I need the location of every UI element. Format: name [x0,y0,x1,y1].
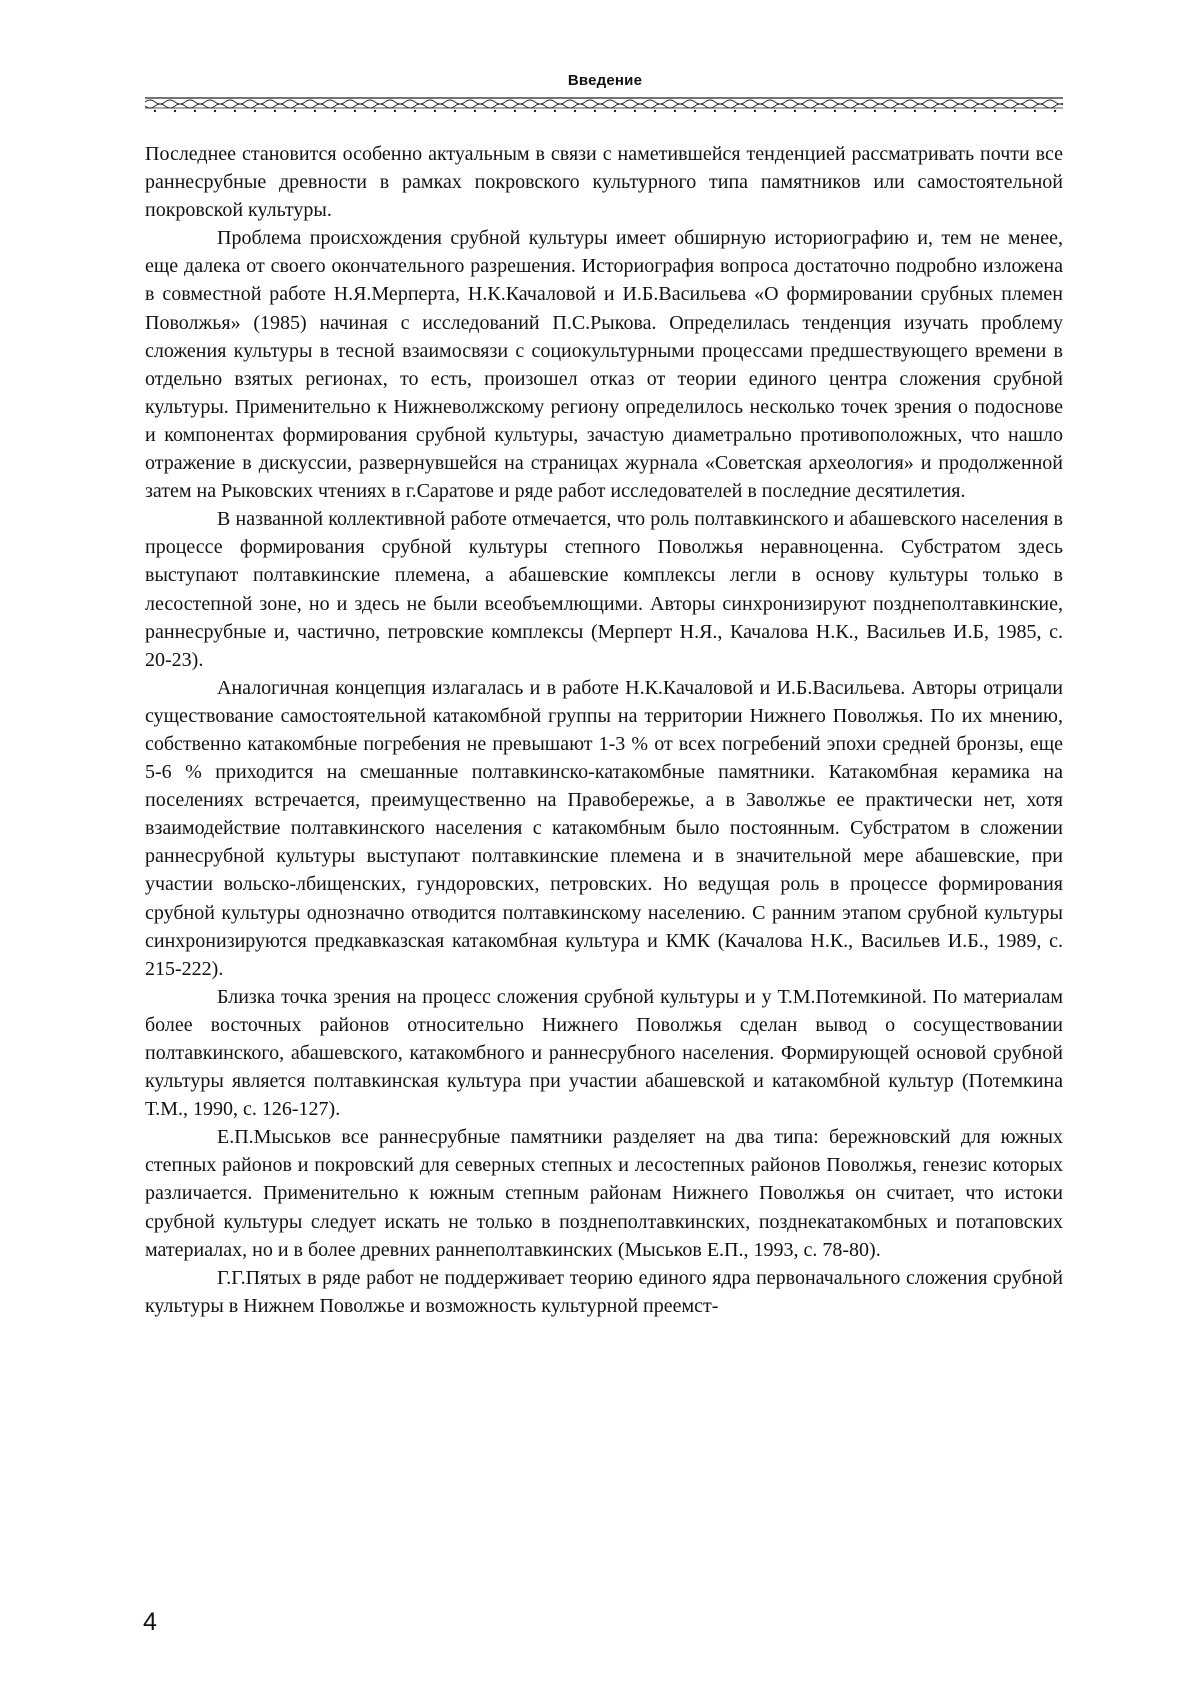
ornamental-rule [145,97,1063,113]
page-number: 4 [143,1608,157,1636]
running-head: Введение [567,72,643,89]
body-text [145,140,1063,1320]
paragraph: В названной коллективной работе отмечается, что роль полтавкинского и абашевского населения в процессе формирования срубной культуры степного Поволжья неравноценна. Субстратом здесь выступают полтавкинские племена, а абашевские комплексы легли в основу культуры только в лесостепной зоне, но и здесь не были всеобъемлющими. Авторы синхронизируют позднеполтавкинские, раннесрубные и, частично, петровские комплексы (Мерперт Н.Я., Качалова Н.К., Васильев И.Б, 1985, с. 20-23). [145,508,1063,671]
paragraph: Е.П.Мыськов все раннесрубные памятники разделяет на два типа: бережновский для южных степных районов и покровский для северных степных и лесостепных районов Поволжья, генезис которых различается. Применительно к южным степным районам Нижнего Поволжья он считает, что истоки срубной культуры следует искать не только в позднеполтавкинских, позднекатакомбных и потаповских материалах, но и в более древних раннеполтавкинских (Мыськов Е.П., 1993, с. 78-80). [145,1126,1063,1261]
paragraph: Последнее становится особенно актуальным в связи с наметившейся тенденцией рассматривать почти все раннесрубные древности в рамках покровского культурного типа памятников или самостоятельной покровской культуры. [145,143,1063,222]
paragraph: Проблема происхождения срубной культуры имеет обширную историографию и, тем не менее, еще далека от своего окончательного разрешения. Историография вопроса достаточно подробно изложена в совместной работе Н.Я.Мерперта, Н.К.Качаловой и И.Б.Васильева «О формировании срубных племен Поволжья» (1985) начиная с исследований П.С.Рыкова. Определилась тенденция изучать проблему сложения культуры в тесной взаимосвязи с социокультурными процессами предшествующего времени в отдельно взятых регионах, то есть, произошел отказ от теории единого центра сложения срубной культуры. Применительно к Нижневолжскому региону определилось несколько точек зрения о подоснове и компонентах формирования срубной культуры, зачастую диаметрально противоположных, что нашло отражение в дискуссии, развернувшейся на страницах журнала «Советская археология» и продолженной затем на Рыковских чтениях в г.Саратове и ряде работ исследователей в последние десятилетия. [145,227,1063,503]
paragraph: Аналогичная концепция излагалась и в работе Н.К.Качаловой и И.Б.Васильева. Авторы отрицали существование самостоятельной катакомбной группы на территории Нижнего Поволжья. По их мнению, собственно катакомбные погребения не превышают 1-3 % от всех погребений эпохи средней бронзы, еще 5-6 % приходится на смешанные полтавкинско-катакомбные памятники. Катакомбная керамика на поселениях встречается, преимущественно на Правобережье, а в Заволжье ее практически нет, хотя взаимодействие полтавкинского населения с катакомбным было постоянным. Субстратом в сложении раннесрубной культуры выступают полтавкинские племена и в значительной мере абашевские, при участии вольско-лбищенских, гундоровских, петровских. Но ведущая роль в процессе формирования срубной культуры однозначно отводится полтавкинскому населению. С ранним этапом срубной культуры синхронизируются предкавказская катакомбная культура и КМК (Качалова Н.К., Васильев И.Б., 1989, с. 215-222). [145,676,1063,980]
paragraph: Близка точка зрения на процесс сложения срубной культуры и у Т.М.Потемкиной. По материалам более восточных районов относительно Нижнего Поволжья сделан вывод о сосуществовании полтавкинского, абашевского, катакомбного и раннесрубного населения. Формирующей основой срубной культуры является полтавкинская культура при участии абашевской и катакомбной культур (Потемкина Т.М., 1990, с. 126-127). [145,985,1063,1121]
paragraph: Г.Г.Пятых в ряде работ не поддерживает теорию единого ядра первоначального сложения срубной культуры в Нижнем Поволжье и возможность культурной преемст- [145,1266,1063,1317]
